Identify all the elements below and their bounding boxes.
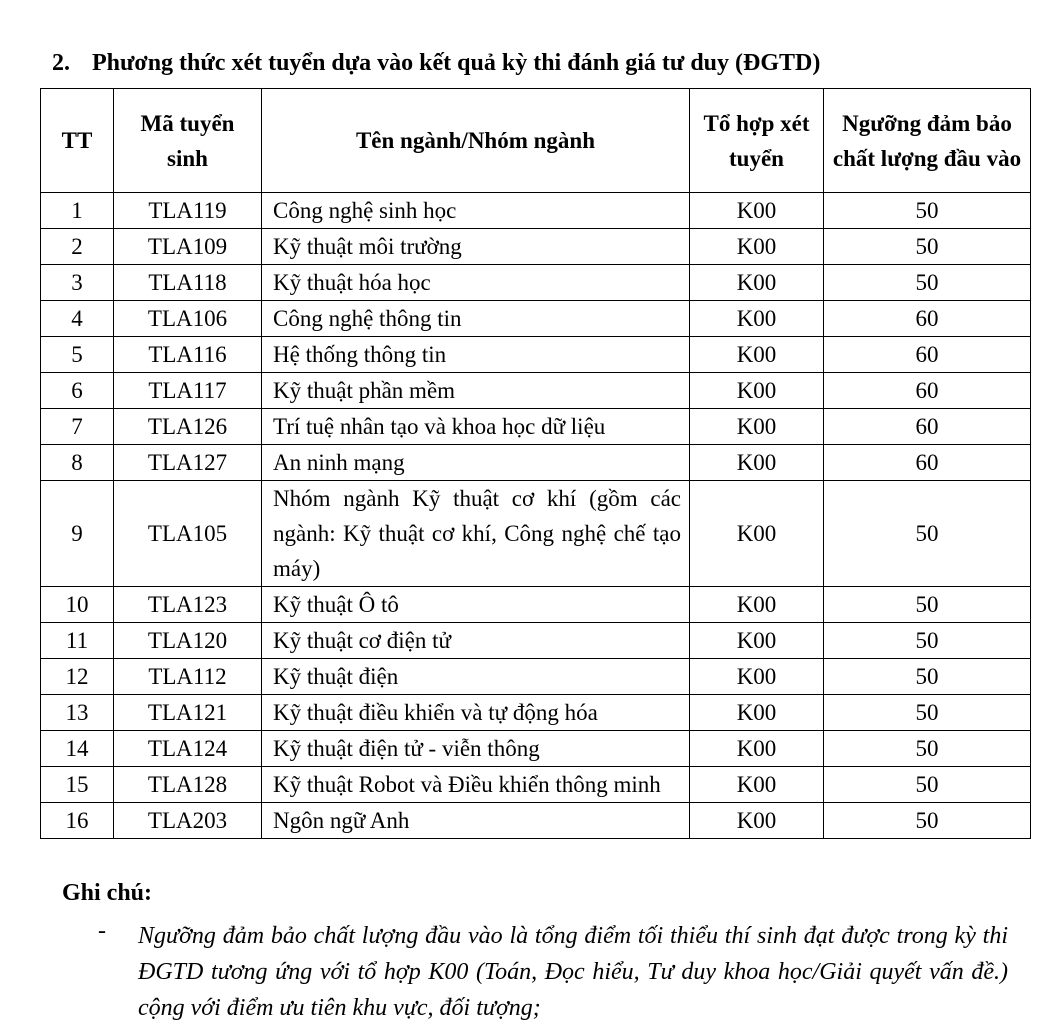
cell-name: Kỹ thuật Robot và Điều khiển thông minh (262, 767, 690, 803)
cell-tt: 12 (41, 659, 114, 695)
cell-combo: K00 (690, 731, 824, 767)
cell-combo: K00 (690, 301, 824, 337)
cell-threshold: 50 (824, 481, 1031, 587)
cell-name: Ngôn ngữ Anh (262, 803, 690, 839)
cell-combo: K00 (690, 445, 824, 481)
cell-combo: K00 (690, 695, 824, 731)
cell-threshold: 60 (824, 337, 1031, 373)
cell-threshold: 50 (824, 265, 1031, 301)
cell-code: TLA128 (114, 767, 262, 803)
cell-threshold: 60 (824, 445, 1031, 481)
cell-threshold: 50 (824, 193, 1031, 229)
cell-tt: 3 (41, 265, 114, 301)
cell-threshold: 60 (824, 301, 1031, 337)
cell-combo: K00 (690, 373, 824, 409)
header-name: Tên ngành/Nhóm ngành (262, 89, 690, 193)
cell-threshold: 50 (824, 659, 1031, 695)
cell-tt: 10 (41, 587, 114, 623)
cell-tt: 13 (41, 695, 114, 731)
notes-title: Ghi chú: (62, 880, 153, 906)
cell-threshold: 50 (824, 587, 1031, 623)
cell-tt: 11 (41, 623, 114, 659)
cell-code: TLA124 (114, 731, 262, 767)
section-heading (52, 50, 820, 77)
cell-threshold: 50 (824, 623, 1031, 659)
cell-combo: K00 (690, 659, 824, 695)
cell-tt: 7 (41, 409, 114, 445)
table-row (41, 265, 1031, 301)
table-row (41, 373, 1031, 409)
cell-combo: K00 (690, 229, 824, 265)
section-number: 2. (52, 50, 70, 76)
cell-threshold: 50 (824, 695, 1031, 731)
cell-name: Nhóm ngành Kỹ thuật cơ khí (gồm các ngành: Kỹ thuật cơ khí, Công nghệ chế tạo máy) (262, 481, 690, 587)
cell-code: TLA117 (114, 373, 262, 409)
cell-tt: 14 (41, 731, 114, 767)
cell-combo: K00 (690, 409, 824, 445)
cell-name: Kỹ thuật phần mềm (262, 373, 690, 409)
cell-name: Hệ thống thông tin (262, 337, 690, 373)
cell-name: An ninh mạng (262, 445, 690, 481)
cell-tt: 1 (41, 193, 114, 229)
cell-code: TLA126 (114, 409, 262, 445)
cell-threshold: 50 (824, 229, 1031, 265)
cell-tt: 16 (41, 803, 114, 839)
cell-tt: 6 (41, 373, 114, 409)
cell-name: Trí tuệ nhân tạo và khoa học dữ liệu (262, 409, 690, 445)
table-row (41, 337, 1031, 373)
table-row (41, 445, 1031, 481)
table-row (41, 659, 1031, 695)
table-row (41, 587, 1031, 623)
table-body (41, 193, 1031, 839)
cell-code: TLA116 (114, 337, 262, 373)
cell-combo: K00 (690, 481, 824, 587)
cell-threshold: 50 (824, 767, 1031, 803)
header-code: Mã tuyển sinh (114, 89, 262, 193)
cell-tt: 15 (41, 767, 114, 803)
note-bullet: - (98, 918, 106, 944)
cell-name: Kỹ thuật cơ điện tử (262, 623, 690, 659)
cell-code: TLA120 (114, 623, 262, 659)
cell-threshold: 60 (824, 373, 1031, 409)
cell-tt: 2 (41, 229, 114, 265)
cell-threshold: 60 (824, 409, 1031, 445)
cell-threshold: 50 (824, 731, 1031, 767)
cell-name: Công nghệ thông tin (262, 301, 690, 337)
header-combo: Tổ hợp xét tuyển (690, 89, 824, 193)
cell-name: Kỹ thuật hóa học (262, 265, 690, 301)
cell-combo: K00 (690, 337, 824, 373)
cell-combo: K00 (690, 193, 824, 229)
cell-tt: 8 (41, 445, 114, 481)
cell-name: Công nghệ sinh học (262, 193, 690, 229)
cell-combo: K00 (690, 623, 824, 659)
cell-tt: 9 (41, 481, 114, 587)
table-row (41, 193, 1031, 229)
cell-name: Kỹ thuật điện tử - viễn thông (262, 731, 690, 767)
cell-name: Kỹ thuật điều khiển và tự động hóa (262, 695, 690, 731)
cell-tt: 5 (41, 337, 114, 373)
header-tt: TT (41, 89, 114, 193)
table-row (41, 767, 1031, 803)
cell-name: Kỹ thuật Ô tô (262, 587, 690, 623)
cell-code: TLA119 (114, 193, 262, 229)
cell-tt: 4 (41, 301, 114, 337)
cell-code: TLA118 (114, 265, 262, 301)
table-header-row (41, 89, 1031, 193)
table-row (41, 695, 1031, 731)
table-row (41, 481, 1031, 587)
note-text: Ngưỡng đảm bảo chất lượng đầu vào là tổng điểm tối thiểu thí sinh đạt được trong kỳ thi ĐGTD tương ứng với tổ hợp K00 (Toán, Đọc hiểu, Tư duy khoa học/Giải quyết vấn đề.) cộng với điểm ưu tiên khu vực, đối tượng; (138, 923, 1008, 1021)
table-row (41, 301, 1031, 337)
note-item (98, 918, 1008, 1026)
cell-code: TLA112 (114, 659, 262, 695)
cell-combo: K00 (690, 767, 824, 803)
cell-code: TLA203 (114, 803, 262, 839)
cell-combo: K00 (690, 265, 824, 301)
table-row (41, 229, 1031, 265)
cell-name: Kỹ thuật môi trường (262, 229, 690, 265)
cell-combo: K00 (690, 803, 824, 839)
admission-table (40, 88, 1031, 839)
cell-name: Kỹ thuật điện (262, 659, 690, 695)
table-row (41, 731, 1031, 767)
cell-code: TLA106 (114, 301, 262, 337)
table-row (41, 409, 1031, 445)
table-row (41, 623, 1031, 659)
cell-code: TLA109 (114, 229, 262, 265)
cell-threshold: 50 (824, 803, 1031, 839)
cell-code: TLA123 (114, 587, 262, 623)
cell-combo: K00 (690, 587, 824, 623)
table-row (41, 803, 1031, 839)
cell-code: TLA121 (114, 695, 262, 731)
cell-code: TLA105 (114, 481, 262, 587)
header-threshold: Ngưỡng đảm bảo chất lượng đầu vào (824, 89, 1031, 193)
cell-code: TLA127 (114, 445, 262, 481)
section-title: Phương thức xét tuyển dựa vào kết quả kỳ thi đánh giá tư duy (ĐGTD) (92, 50, 821, 76)
